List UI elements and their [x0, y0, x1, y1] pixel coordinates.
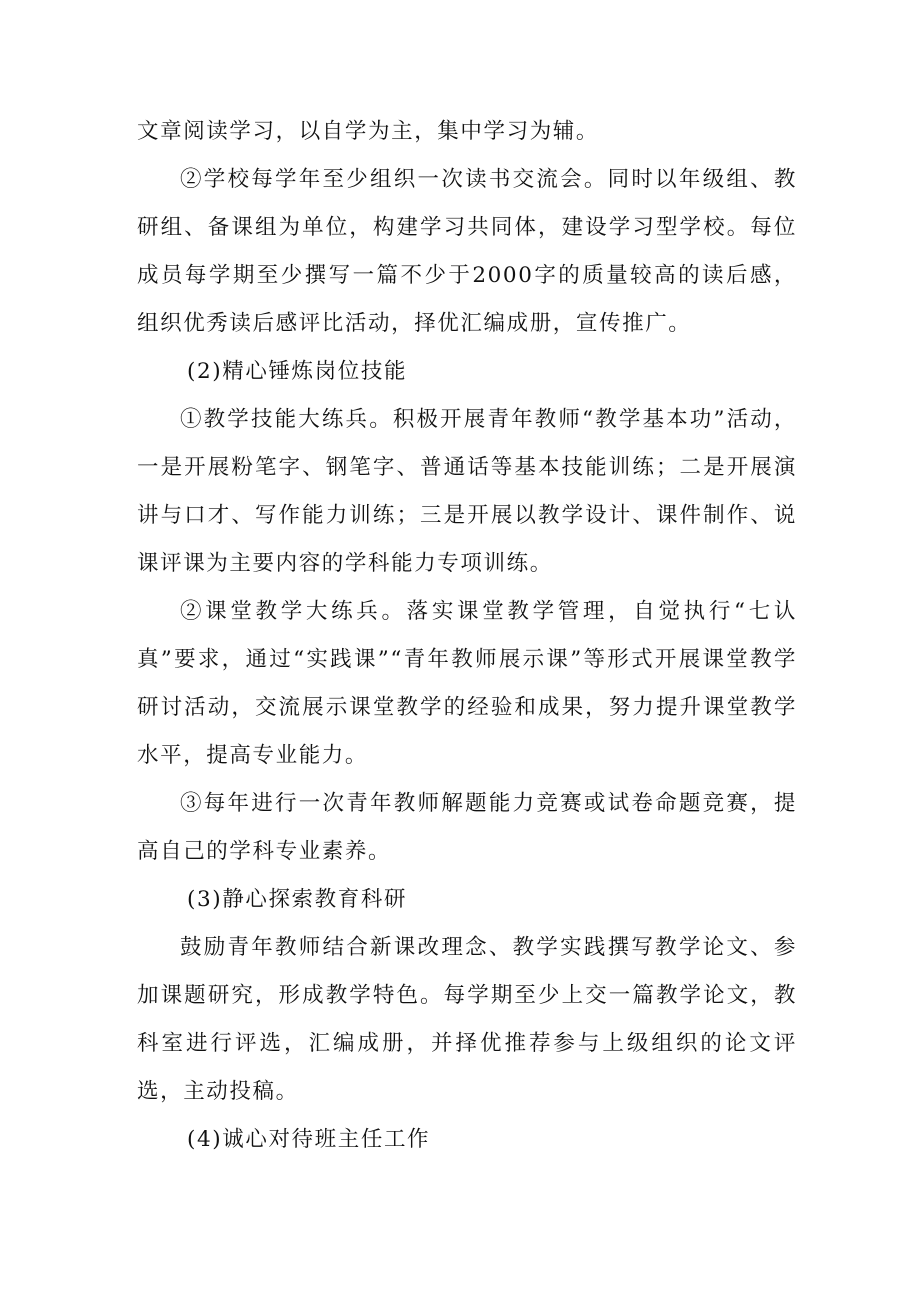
paragraph-research: 鼓励青年教师结合新课改理念、教学实践撰写教学论文、参加课题研究，形成教学特色。每学期至少上交一篇教学论文，教科室进行评选，汇编成册，并择优推荐参与上级组织的论文评选，主动投稿。	[137, 935, 797, 1104]
document-body	[137, 108, 797, 1164]
paragraph-reading-exchange: ②学校每学年至少组织一次读书交流会。同时以年级组、教研组、备课组为单位，构建学习共同体，建设学习型学校。每位成员每学期至少撰写一篇不少于2000字的质量较高的读后感，组织优秀读后感评比活动，择优汇编成册，宣传推广。	[137, 167, 797, 336]
section-heading-job-skills: (2)精心锤炼岗位技能	[187, 359, 408, 384]
paragraph-reading-continuation: 文章阅读学习，以自学为主，集中学习为辅。	[137, 119, 600, 144]
paragraph-classroom-teaching: ②课堂教学大练兵。落实课堂教学管理，自觉执行“七认真”要求，通过“实践课”“青年教师展示课”等形式开展课堂教学研讨活动，交流展示课堂教学的经验和成果，努力提升课堂教学水平，提高专业能力。	[137, 599, 797, 768]
paragraph-teaching-skills: ①教学技能大练兵。积极开展青年教师“教学基本功”活动，一是开展粉笔字、钢笔字、普通话等基本技能训练；二是开展演讲与口才、写作能力训练；三是开展以教学设计、课件制作、说课评课为主要内容的学科能力专项训练。	[137, 407, 797, 576]
section-heading-class-teacher: (4)诚心对待班主任工作	[187, 1127, 431, 1152]
section-heading-research: (3)静心探索教育科研	[187, 887, 408, 912]
paragraph-competition: ③每年进行一次青年教师解题能力竞赛或试卷命题竞赛，提高自己的学科专业素养。	[137, 791, 797, 864]
